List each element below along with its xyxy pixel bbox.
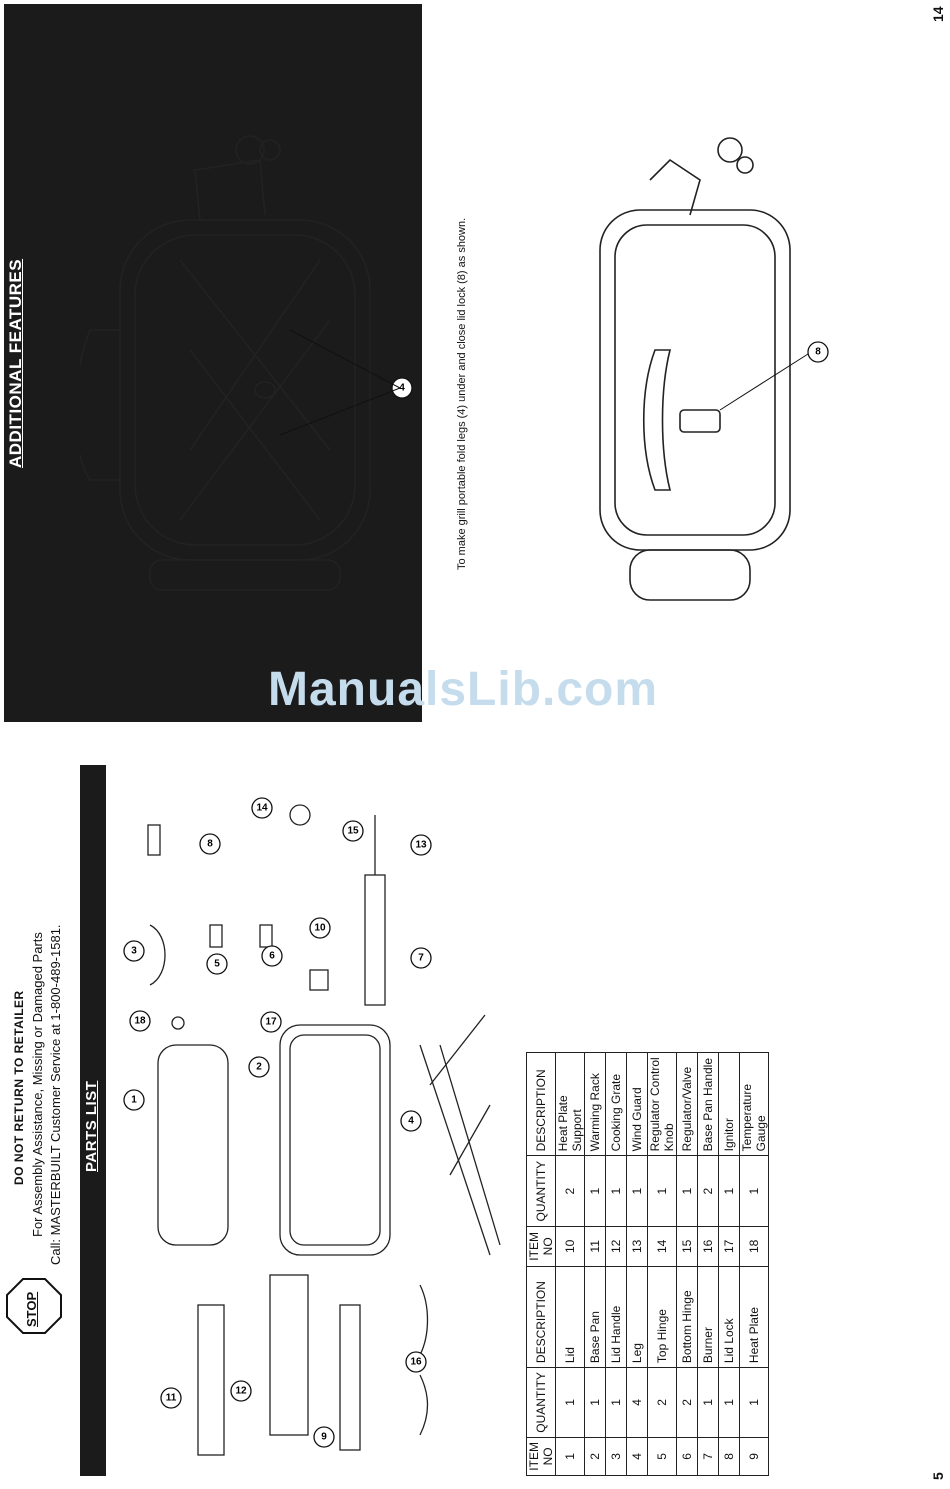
item-no: 8: [719, 1437, 740, 1475]
svg-text:15: 15: [347, 825, 359, 837]
parts-table: [526, 1052, 769, 1476]
callout-17: [260, 1011, 282, 1033]
svg-text:1: 1: [131, 1094, 137, 1106]
header-item-no: ITEM NO: [527, 1226, 556, 1266]
callout-8: [199, 833, 221, 855]
callout-11: [160, 1387, 182, 1409]
item-no: 13: [627, 1226, 648, 1266]
customer-service-notice: Call: MASTERBUILT Customer Service at 1-800-489-1581.: [48, 924, 63, 1265]
description: Base Pan Handle: [698, 1053, 719, 1156]
quantity: 1: [556, 1368, 585, 1438]
svg-text:7: 7: [418, 952, 424, 964]
item-no: 1: [556, 1437, 585, 1475]
item-no: 14: [648, 1226, 677, 1266]
callout-4: [400, 1110, 422, 1132]
description: Heat Plate: [740, 1266, 769, 1367]
header-quantity: QUANTITY: [527, 1368, 556, 1438]
quantity: 1: [698, 1368, 719, 1438]
table-row: [556, 1053, 585, 1476]
table-row: [740, 1053, 769, 1476]
table-row: [648, 1053, 677, 1476]
parts-list-title: PARTS LIST: [83, 1080, 100, 1172]
table-row: [585, 1053, 606, 1476]
svg-text:14: 14: [256, 802, 268, 814]
description: Heat Plate Support: [556, 1053, 585, 1156]
quantity: 2: [648, 1368, 677, 1438]
item-no: 3: [606, 1437, 627, 1475]
quantity: 1: [719, 1156, 740, 1227]
svg-text:10: 10: [314, 922, 326, 934]
item-no: 7: [698, 1437, 719, 1475]
description: Cooking Grate: [606, 1053, 627, 1156]
description: Regulator/Valve: [677, 1053, 698, 1156]
quantity: 1: [677, 1156, 698, 1227]
callout-8-leader-line: [700, 350, 820, 430]
callout-9: [313, 1426, 335, 1448]
additional-features-caption: To make grill portable fold legs (4) under and close lid lock (8) as shown.: [456, 217, 468, 570]
svg-text:3: 3: [131, 945, 137, 957]
description: Burner: [698, 1266, 719, 1367]
stop-label: STOP: [24, 1291, 39, 1327]
watermark: ManualsLib.com: [268, 663, 659, 716]
item-no: 12: [606, 1226, 627, 1266]
svg-text:12: 12: [235, 1385, 247, 1397]
quantity: 1: [740, 1156, 769, 1227]
description: Ignitor: [719, 1053, 740, 1156]
item-no: 2: [585, 1437, 606, 1475]
table-row: [698, 1053, 719, 1476]
description: Leg: [627, 1266, 648, 1367]
svg-text:2: 2: [256, 1061, 262, 1073]
svg-text:8: 8: [207, 838, 213, 850]
callout-13: [410, 834, 432, 856]
item-no: 6: [677, 1437, 698, 1475]
header-description: DESCRIPTION: [527, 1053, 556, 1156]
exploded-parts-illustration: [130, 775, 510, 1465]
callout-15: [342, 820, 364, 842]
quantity: 2: [556, 1156, 585, 1227]
svg-text:13: 13: [415, 839, 427, 851]
quantity: 1: [606, 1368, 627, 1438]
callout-10: [309, 917, 331, 939]
page-number-left: 5: [930, 1472, 946, 1480]
header-item-no: ITEM NO: [527, 1437, 556, 1475]
header-quantity: QUANTITY: [527, 1156, 556, 1227]
svg-text:4: 4: [408, 1115, 414, 1127]
callout-14: [251, 797, 273, 819]
svg-text:11: 11: [165, 1392, 177, 1404]
callout-5: [206, 953, 228, 975]
page-number-right: 14: [930, 6, 946, 22]
additional-features-title: ADDITIONAL FEATURES: [6, 258, 25, 468]
callout-16: [405, 1351, 427, 1373]
item-no: 5: [648, 1437, 677, 1475]
description: Lid Lock: [719, 1266, 740, 1367]
description: Lid: [556, 1266, 585, 1367]
svg-text:5: 5: [214, 958, 220, 970]
quantity: 2: [677, 1368, 698, 1438]
description: Regulator Control Knob: [648, 1053, 677, 1156]
item-no: 11: [585, 1226, 606, 1266]
table-row: [719, 1053, 740, 1476]
item-no: 10: [556, 1226, 585, 1266]
svg-text:17: 17: [265, 1016, 277, 1028]
description: Top Hinge: [648, 1266, 677, 1367]
quantity: 1: [740, 1368, 769, 1438]
callout-18: [129, 1010, 151, 1032]
item-no: 4: [627, 1437, 648, 1475]
item-no: 16: [698, 1226, 719, 1266]
quantity: 2: [698, 1156, 719, 1227]
table-row: [627, 1053, 648, 1476]
svg-text:6: 6: [269, 950, 275, 962]
description: Wind Guard: [627, 1053, 648, 1156]
table-row: [677, 1053, 698, 1476]
quantity: 1: [719, 1368, 740, 1438]
svg-text:9: 9: [321, 1431, 327, 1443]
description: Bottom Hinge: [677, 1266, 698, 1367]
callout-1: [123, 1089, 145, 1111]
quantity: 1: [585, 1368, 606, 1438]
description: Lid Handle: [606, 1266, 627, 1367]
item-no: 15: [677, 1226, 698, 1266]
do-not-return-notice: DO NOT RETURN TO RETAILER: [12, 990, 26, 1185]
assembly-assistance-notice: For Assembly Assistance, Missing or Damaged Parts: [30, 932, 45, 1237]
item-no: 9: [740, 1437, 769, 1475]
quantity: 1: [648, 1156, 677, 1227]
callout-2: [248, 1056, 270, 1078]
header-description: DESCRIPTION: [527, 1266, 556, 1367]
quantity: 1: [606, 1156, 627, 1227]
svg-text:8: 8: [815, 346, 821, 358]
description: Temperature Gauge: [740, 1053, 769, 1156]
item-no: 18: [740, 1226, 769, 1266]
quantity: 1: [585, 1156, 606, 1227]
table-row: [606, 1053, 627, 1476]
callout-7: [410, 947, 432, 969]
svg-text:18: 18: [134, 1015, 146, 1027]
description: Base Pan: [585, 1266, 606, 1367]
parts-table-header: [527, 1053, 556, 1476]
callout-4-leader-lines: [270, 250, 410, 450]
callout-12: [230, 1380, 252, 1402]
description: Warming Rack: [585, 1053, 606, 1156]
callout-3: [123, 940, 145, 962]
svg-text:4: 4: [399, 382, 405, 394]
callout-6: [261, 945, 283, 967]
quantity: 4: [627, 1368, 648, 1438]
quantity: 1: [627, 1156, 648, 1227]
svg-text:16: 16: [410, 1356, 422, 1368]
item-no: 17: [719, 1226, 740, 1266]
